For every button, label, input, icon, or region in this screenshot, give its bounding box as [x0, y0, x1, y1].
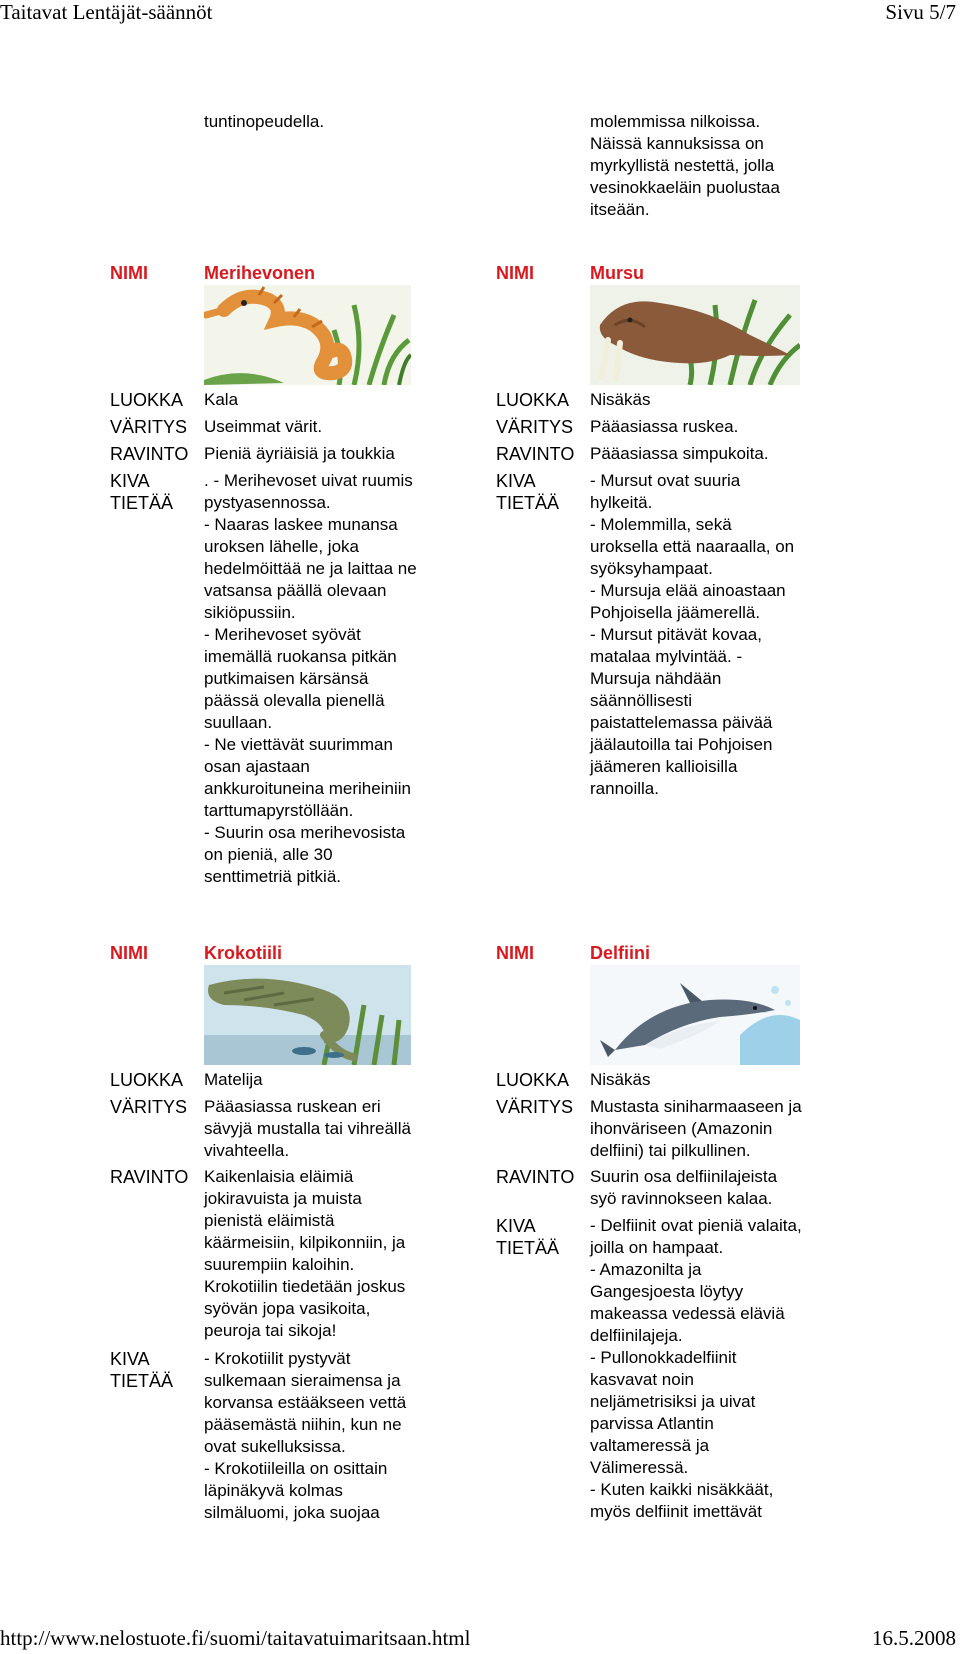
walrus-ravinto [590, 443, 769, 465]
text-line: paistattelemassa päivää [590, 713, 773, 732]
seahorse-varitys [204, 416, 322, 438]
walrus-ravinto-label: RAVINTO [496, 444, 575, 464]
dolphin-varitys-label: VÄRITYS [496, 1097, 574, 1117]
text-line: - Kuten kaikki nisäkkäät, [590, 1480, 774, 1499]
text-line: pääsemästä niihin, kun ne [204, 1415, 402, 1434]
walrus-luokka: Nisäkäs [590, 390, 651, 409]
walrus-luokka-label: LUOKKA [496, 390, 570, 410]
text-line: sikiöpussiin. [204, 603, 296, 622]
text-line: hedelmöittää ne ja laittaa ne [204, 559, 417, 578]
dolphin-kiva-tietaa-label: KIVA TIETÄÄ [496, 1216, 560, 1258]
print-date: 16.5.2008 [872, 1626, 956, 1650]
walrus-image [590, 285, 800, 385]
text-line: - Mursut ovat suuria [590, 471, 741, 490]
walrus-facts [590, 470, 794, 800]
text-line: Pääasiassa simpukoita. [590, 444, 769, 463]
dolphin-luokka-label: LUOKKA [496, 1070, 570, 1090]
seahorse-kiva-tietaa-label: KIVA TIETÄÄ [110, 471, 174, 513]
text-line: Mursuja nähdään [590, 669, 722, 688]
text-line: - Amazonilta ja [590, 1260, 702, 1279]
text-line: ihonväriseen (Amazonin [590, 1119, 773, 1138]
text-line: osan ajastaan [204, 757, 310, 776]
seahorse-ravinto-label: RAVINTO [110, 444, 189, 464]
crocodile-ravinto-label: RAVINTO [110, 1167, 189, 1187]
text-line: jäämeren kallioisilla [590, 757, 738, 776]
text-line: putkimaisen kärsänsä [204, 669, 369, 688]
text-line: syöksyhampaat. [590, 559, 713, 578]
text-line: Gangesjoesta löytyy [590, 1282, 744, 1301]
seahorse-ravinto [204, 443, 395, 465]
text-line: joilla on hampaat. [590, 1238, 724, 1257]
crocodile-kiva-tietaa-label: KIVA TIETÄÄ [110, 1349, 174, 1391]
text-line: valtameressä ja [590, 1436, 710, 1455]
seahorse-facts [204, 470, 417, 888]
walrus-varitys-label: VÄRITYS [496, 417, 574, 437]
dolphin-facts [590, 1215, 802, 1523]
text-line: molemmissa nilkoissa. [590, 112, 761, 131]
walrus-kiva-tietaa-label: KIVA TIETÄÄ [496, 471, 560, 513]
text-line: matalaa mylvintää. - [590, 647, 743, 666]
text-line: syö ravinnokseen kalaa. [590, 1189, 773, 1208]
text-line: parvissa Atlantin [590, 1414, 714, 1433]
text-line: - Delfiinit ovat pieniä valaita, [590, 1216, 802, 1235]
top-right-continuation [590, 111, 780, 221]
text-line: Useimmat värit. [204, 417, 323, 436]
text-line: Pohjoisella jäämerellä. [590, 603, 761, 622]
seahorse-varitys-label: VÄRITYS [110, 417, 188, 437]
crocodile-ravinto [204, 1166, 405, 1342]
text-line: makeassa vedessä eläviä [590, 1304, 785, 1323]
text-line: - Suurin osa merihevosista [204, 823, 406, 842]
text-line: - Pullonokkadelfiinit [590, 1348, 737, 1367]
top-left-continuation [204, 111, 324, 133]
crocodile-image [204, 965, 411, 1065]
dolphin-luokka: Nisäkäs [590, 1070, 651, 1089]
page-number: Sivu 5/7 [885, 0, 956, 24]
text-line: - Naaras laskee munansa [204, 515, 398, 534]
seahorse-luokka: Kala [204, 390, 239, 409]
text-line: Näissä kannuksissa on [590, 134, 764, 153]
text-line: - Mursuja elää ainoastaan [590, 581, 786, 600]
text-line: - Molemmilla, sekä [590, 515, 732, 534]
text-line: tuntinopeudella. [204, 112, 325, 131]
walrus-name-label: NIMI [496, 263, 534, 283]
crocodile-varitys-label: VÄRITYS [110, 1097, 188, 1117]
text-line: Kaikenlaisia eläimiä [204, 1167, 354, 1186]
text-line: säännöllisesti [590, 691, 693, 710]
text-line: Mustasta siniharmaaseen ja [590, 1097, 802, 1116]
dolphin-ravinto [590, 1166, 777, 1210]
text-line: päässä olevalla pienellä [204, 691, 385, 710]
text-line: jäälautoilla tai Pohjoisen [590, 735, 773, 754]
text-line: suurempiin kaloihin. [204, 1255, 355, 1274]
text-line: uroksen lähelle, joka [204, 537, 359, 556]
text-line: peuroja tai sikoja! [204, 1321, 337, 1340]
text-line: - Krokotiilit pystyvät [204, 1349, 351, 1368]
text-line: Suurin osa delfiinilajeista [590, 1167, 778, 1186]
crocodile-facts [204, 1348, 406, 1524]
text-line: - Merihevoset syövät [204, 625, 361, 644]
text-line: Pääasiassa ruskean eri [204, 1097, 381, 1116]
text-line: suullaan. [204, 713, 273, 732]
seahorse-name: Merihevonen [204, 263, 316, 283]
walrus-name: Mursu [590, 263, 644, 283]
text-line: - Krokotiileilla on osittain [204, 1459, 388, 1478]
text-line: Pääasiassa ruskea. [590, 417, 739, 436]
crocodile-name: Krokotiili [204, 943, 283, 963]
text-line: neljämetrisiksi ja uivat [590, 1392, 756, 1411]
text-line: Pieniä äyriäisiä ja toukkia [204, 444, 395, 463]
text-line: myös delfiinit imettävät [590, 1502, 762, 1521]
text-line: käärmeisiin, kilpikonniin, ja [204, 1233, 406, 1252]
text-line: myrkyllistä nestettä, jolla [590, 156, 775, 175]
dolphin-image [590, 965, 800, 1065]
text-line: . - Merihevoset uivat ruumis [204, 471, 413, 490]
text-line: delfiini) tai pilkullinen. [590, 1141, 751, 1160]
text-line: ovat sukelluksissa. [204, 1437, 346, 1456]
text-line: delfiinilajeja. [590, 1326, 683, 1345]
text-line: korvansa estääkseen vettä [204, 1393, 407, 1412]
text-line: senttimetriä pitkiä. [204, 867, 341, 886]
text-line: vivahteella. [204, 1141, 290, 1160]
dolphin-name-label: NIMI [496, 943, 534, 963]
text-line: tarttumapyrstöllään. [204, 801, 354, 820]
text-line: silmäluomi, joka suojaa [204, 1503, 380, 1522]
text-line: vatsansa päällä olevaan [204, 581, 387, 600]
text-line: läpinäkyvä kolmas [204, 1481, 343, 1500]
text-line: rannoilla. [590, 779, 659, 798]
text-line: - Ne viettävät suurimman [204, 735, 393, 754]
text-line: itseään. [590, 200, 650, 219]
text-line: - Mursut pitävät kovaa, [590, 625, 762, 644]
text-line: sävyjä mustalla tai vihreällä [204, 1119, 411, 1138]
crocodile-varitys [204, 1096, 411, 1162]
dolphin-name: Delfiini [590, 943, 651, 963]
text-line: syövän jopa vasikoita, [204, 1299, 371, 1318]
dolphin-varitys [590, 1096, 802, 1162]
text-line: uroksella että naaraalla, on [590, 537, 795, 556]
walrus-varitys [590, 416, 738, 438]
text-line: on pieniä, alle 30 [204, 845, 333, 864]
crocodile-luokka-label: LUOKKA [110, 1070, 184, 1090]
text-line: Välimeressä. [590, 1458, 689, 1477]
seahorse-luokka-label: LUOKKA [110, 390, 184, 410]
crocodile-luokka: Matelija [204, 1070, 263, 1089]
seahorse-name-label: NIMI [110, 263, 148, 283]
text-line: pienistä eläimistä [204, 1211, 335, 1230]
text-line: kasvavat noin [590, 1370, 694, 1389]
text-line: jokiravuista ja muista [204, 1189, 362, 1208]
text-line: Krokotiilin tiedetään joskus [204, 1277, 406, 1296]
text-line: imemällä ruokansa pitkän [204, 647, 397, 666]
text-line: ankkuroituneina meriheiniin [204, 779, 411, 798]
dolphin-ravinto-label: RAVINTO [496, 1167, 575, 1187]
text-line: vesinokkaeläin puolustaa [590, 178, 780, 197]
document-title: Taitavat Lentäjät-säännöt [0, 0, 213, 24]
text-line: hylkeitä. [590, 493, 653, 512]
text-line: pystyasennossa. [204, 493, 331, 512]
crocodile-name-label: NIMI [110, 943, 148, 963]
text-line: sulkemaan sieraimensa ja [204, 1371, 401, 1390]
source-url: http://www.nelostuote.fi/suomi/taitavatuimaritsaan.html [0, 1626, 471, 1650]
seahorse-image [204, 285, 411, 385]
